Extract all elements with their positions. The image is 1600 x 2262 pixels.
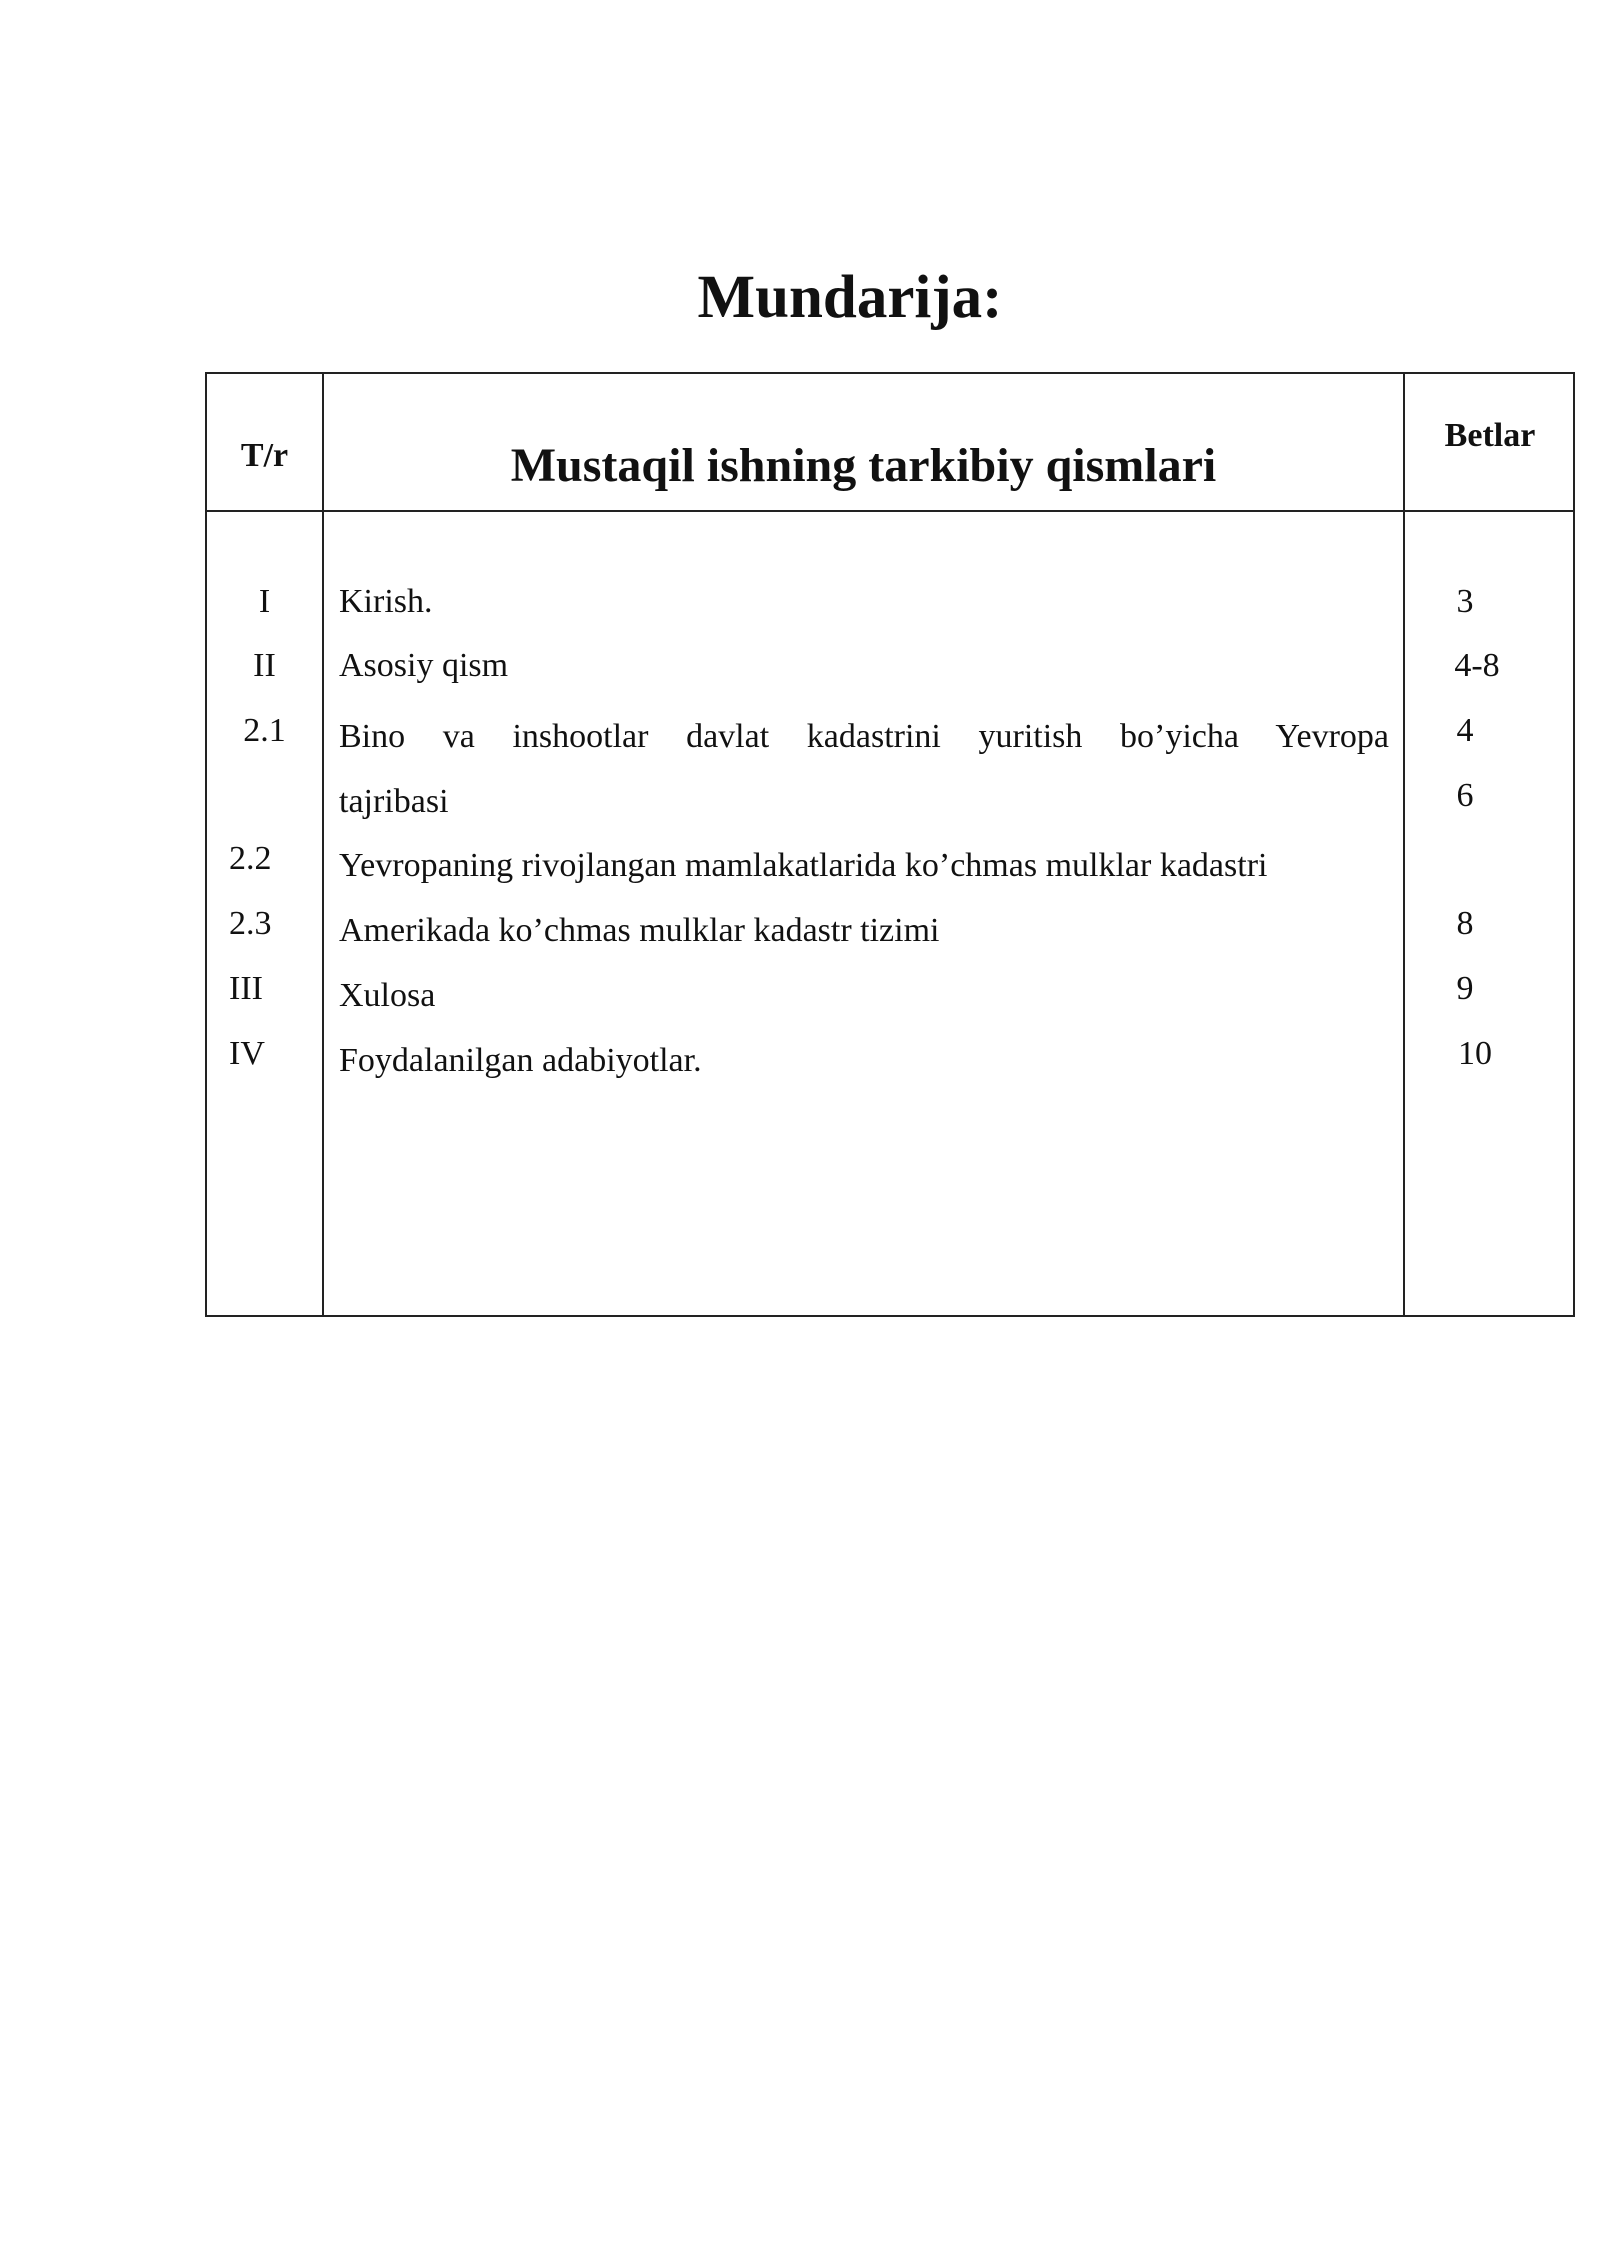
row-number: 2.2 bbox=[229, 840, 272, 877]
header-divider bbox=[207, 510, 1573, 512]
row-title: Foydalanilgan adabiyotlar. bbox=[339, 1042, 702, 1079]
row-title: Bino va inshootlar davlat kadastrini yuritish bo’yicha Yevropa bbox=[339, 718, 1389, 755]
contents-table bbox=[205, 372, 1575, 1317]
row-number: III bbox=[229, 970, 263, 1007]
row-pages: 6 bbox=[1456, 777, 1474, 814]
row-pages: 4 bbox=[1456, 712, 1474, 749]
row-title: Xulosa bbox=[339, 977, 436, 1014]
row-number: IV bbox=[229, 1035, 265, 1072]
row-pages: 4-8 bbox=[1454, 647, 1500, 684]
page-title: Mundarija: bbox=[697, 264, 1003, 331]
header-number: T/r bbox=[240, 437, 289, 474]
header-title: Mustaqil ishning tarkibiy qismlari bbox=[510, 439, 1217, 492]
row-title: Kirish. bbox=[339, 583, 433, 620]
row-number: II bbox=[253, 647, 276, 684]
column-divider bbox=[1403, 374, 1405, 1315]
header-pages: Betlar bbox=[1444, 417, 1536, 454]
row-pages: 10 bbox=[1458, 1035, 1492, 1072]
row-number: 2.1 bbox=[243, 712, 286, 749]
row-number: I bbox=[258, 583, 271, 620]
row-number: 2.3 bbox=[229, 905, 272, 942]
row-title: Asosiy qism bbox=[339, 647, 509, 684]
row-pages: 3 bbox=[1456, 583, 1474, 620]
row-title: tajribasi bbox=[339, 783, 449, 820]
row-pages: 9 bbox=[1456, 970, 1474, 1007]
row-pages: 8 bbox=[1456, 905, 1474, 942]
row-title: Yevropaning rivojlangan mamlakatlarida ko’chmas mulklar kadastri bbox=[339, 847, 1268, 884]
column-divider bbox=[322, 374, 324, 1315]
row-title: Amerikada ko’chmas mulklar kadastr tizimi bbox=[339, 912, 940, 949]
